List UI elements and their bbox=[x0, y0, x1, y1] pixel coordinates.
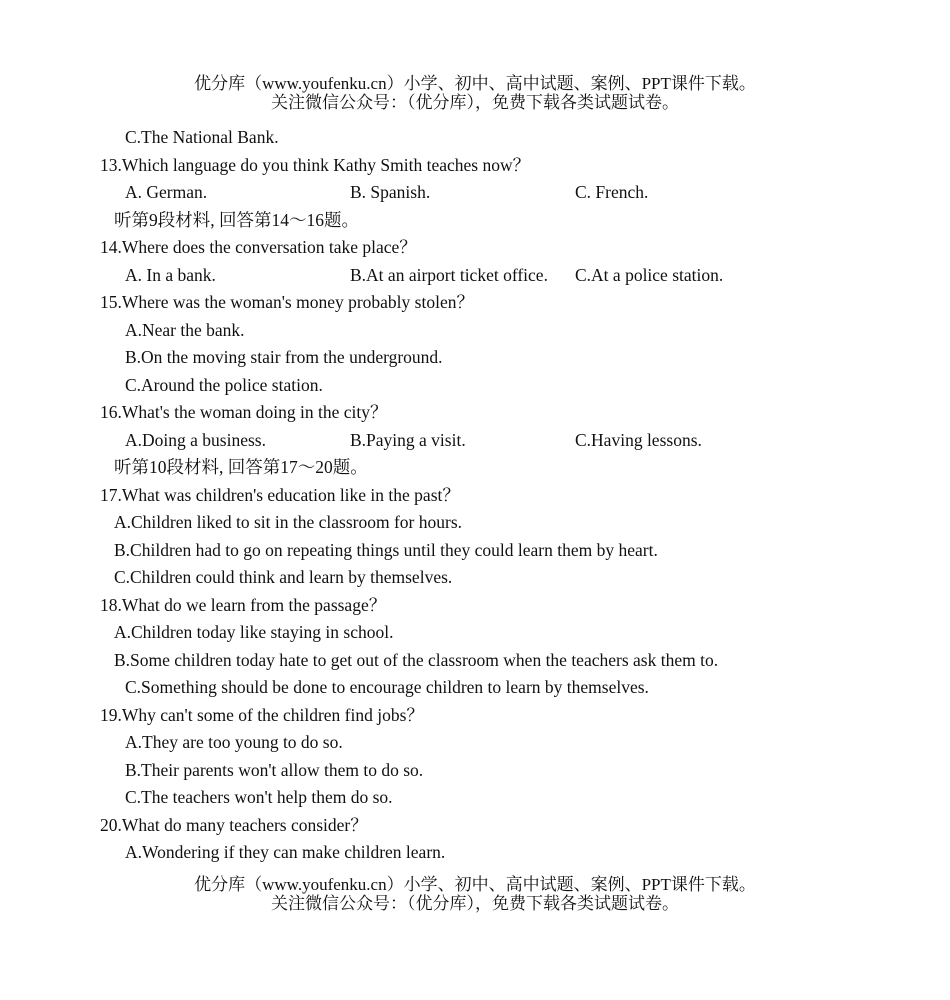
q13-option-b: B. Spanish. bbox=[350, 182, 431, 202]
q13-stem: 13.Which language do you think Kathy Smith teaches now？ bbox=[100, 154, 531, 175]
q19-option-a: A.They are too young to do so. bbox=[125, 732, 343, 752]
footer-line-1: 优分库（www.youfenku.cn）小学、初中、高中试题、案例、PPT课件下载。 bbox=[194, 875, 756, 894]
q16-option-b: B.Paying a visit. bbox=[350, 429, 466, 450]
q20-stem: 20.What do many teachers consider？ bbox=[100, 814, 368, 835]
q13-options bbox=[0, 179, 950, 207]
section-9-instruction: 听第9段材料, 回答第14～16题。 bbox=[114, 209, 359, 230]
q17-option-b: B.Children had to go on repeating things until they could learn them by heart. bbox=[114, 539, 658, 560]
q20-option-a: A.Wondering if they can make children learn. bbox=[125, 842, 446, 862]
footer-banner bbox=[0, 875, 950, 913]
footer-line-2: 关注微信公众号：（优分库），免费下载各类试题试卷。 bbox=[271, 894, 679, 913]
q15-stem: 15.Where was the woman's money probably stolen？ bbox=[100, 292, 474, 312]
q18-option-b: B.Some children today hate to get out of the classroom when the teachers ask them to. bbox=[114, 649, 719, 670]
section-10-instruction: 听第10段材料, 回答第17～20题。 bbox=[114, 457, 368, 477]
q15-option-a: A.Near the bank. bbox=[125, 319, 245, 340]
q18-option-c: C.Something should be done to encourage children to learn by themselves. bbox=[125, 677, 649, 697]
q14-option-c: C.At a police station. bbox=[575, 264, 724, 285]
header-line-2: 关注微信公众号：（优分库），免费下载各类试题试卷。 bbox=[271, 93, 679, 112]
q15-option-c: C.Around the police station. bbox=[125, 374, 323, 395]
q18-option-a: A.Children today like staying in school. bbox=[114, 622, 394, 642]
q17-option-a: A.Children liked to sit in the classroom for hours. bbox=[114, 512, 463, 532]
q19-stem: 19.Why can't some of the children find jobs？ bbox=[100, 704, 424, 725]
q19-option-c: C.The teachers won't help them do so. bbox=[125, 787, 393, 807]
q14-stem: 14.Where does the conversation take place？ bbox=[100, 237, 417, 257]
q13-option-c: C. French. bbox=[575, 182, 649, 202]
q15-option-b: B.On the moving stair from the underground. bbox=[125, 347, 443, 367]
q18-stem: 18.What do we learn from the passage？ bbox=[100, 594, 387, 615]
header-line-1: 优分库（www.youfenku.cn）小学、初中、高中试题、案例、PPT课件下载。 bbox=[194, 74, 756, 93]
q16-option-c: C.Having lessons. bbox=[575, 429, 702, 450]
q16-options bbox=[0, 427, 950, 455]
q19-option-b: B.Their parents won't allow them to do so. bbox=[125, 759, 424, 780]
header-banner bbox=[0, 74, 950, 112]
q14-option-a: A. In a bank. bbox=[125, 264, 216, 285]
q13-option-a: A. German. bbox=[125, 182, 208, 202]
q14-options bbox=[0, 262, 950, 290]
q17-stem: 17.What was children's education like in the past？ bbox=[100, 484, 460, 505]
q17-option-c: C.Children could think and learn by themselves. bbox=[114, 567, 453, 587]
q16-option-a: A.Doing a business. bbox=[125, 429, 266, 450]
q16-stem: 16.What's the woman doing in the city？ bbox=[100, 402, 388, 422]
q14-option-b: B.At an airport ticket office. bbox=[350, 264, 548, 285]
question-body bbox=[0, 124, 950, 867]
q12-option-c: C.The National Bank. bbox=[125, 127, 279, 147]
